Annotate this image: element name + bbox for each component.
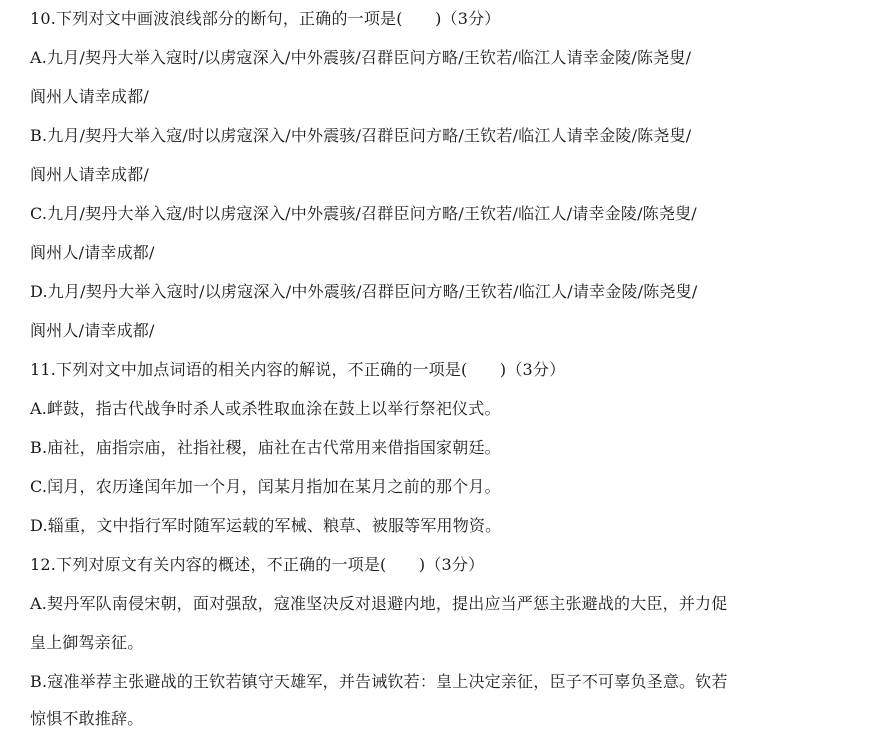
question-10-option-b-line-2: 阆州人请幸成都/ xyxy=(30,165,149,184)
question-10-option-a-line-2: 阆州人请幸成都/ xyxy=(30,87,149,106)
question-10-option-d-line-2: 阆州人/请幸成都/ xyxy=(30,321,155,340)
question-10-option-a-line-1: A.九月/契丹大举入寇时/以虏寇深入/中外震骇/召群臣问方略/王钦若/临江人请幸金陵/陈尧叟/ xyxy=(30,48,692,67)
question-11-option-c: C.闰月，农历逢闰年加一个月，闰某月指加在某月之前的那个月。 xyxy=(30,477,501,496)
question-10-stem: 10.下列对文中画波浪线部分的断句，正确的一项是( )（3分） xyxy=(30,9,501,28)
question-10-option-d-line-1: D.九月/契丹大举入寇时/以虏寇深入/中外震骇/召群臣问方略/王钦若/临江人/请幸金陵/陈尧叟/ xyxy=(30,282,698,301)
question-10-option-c-line-1: C.九月/契丹大举入寇/时以虏寇深入/中外震骇/召群臣问方略/王钦若/临江人/请幸金陵/陈尧叟/ xyxy=(30,204,697,223)
question-10-option-c-line-2: 阆州人/请幸成都/ xyxy=(30,243,155,262)
question-11-stem: 11.下列对文中加点词语的相关内容的解说，不正确的一项是( )（3分） xyxy=(30,360,566,379)
question-12-option-a-line-2: 皇上御驾亲征。 xyxy=(30,633,144,652)
question-11-option-b: B.庙社，庙指宗庙，社指社稷，庙社在古代常用来借指国家朝廷。 xyxy=(30,438,501,457)
question-11-option-a: A.衅鼓，指古代战争时杀人或杀牲取血涂在鼓上以举行祭祀仪式。 xyxy=(30,399,501,418)
question-12-option-a-line-1: A.契丹军队南侵宋朝，面对强敌，寇准坚决反对退避内地，提出应当严惩主张避战的大臣，并力促 xyxy=(30,594,728,613)
question-11-option-d: D.辎重，文中指行军时随军运载的军械、粮草、被服等军用物资。 xyxy=(30,516,502,535)
question-12-stem: 12.下列对原文有关内容的概述，不正确的一项是( )（3分） xyxy=(30,555,485,574)
question-10-option-b-line-1: B.九月/契丹大举入寇/时以虏寇深入/中外震骇/召群臣问方略/王钦若/临江人请幸金陵/陈尧叟/ xyxy=(30,126,692,145)
question-12-option-b-line-1: B.寇准举荐主张避战的王钦若镇守天雄军，并告诫钦若：皇上决定亲征，臣子不可辜负圣意。钦若 xyxy=(30,672,728,691)
question-12-option-b-line-2: 惊惧不敢推辞。 xyxy=(30,709,144,728)
